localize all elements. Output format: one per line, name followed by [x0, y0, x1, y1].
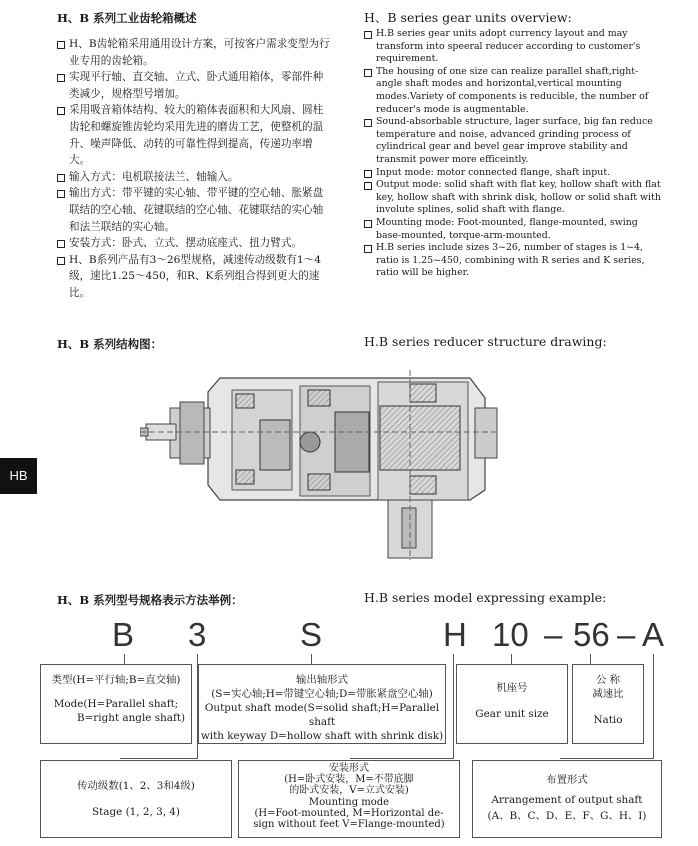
connector-line [560, 758, 654, 759]
structure-title-en: H.B series reducer structure drawing: [364, 334, 607, 349]
connector-line [653, 654, 654, 758]
connector-line [120, 758, 198, 759]
checkbox-bullet-icon [57, 174, 65, 182]
checkbox-bullet-icon [57, 190, 65, 198]
overview-title-en: H、B series gear units overview: [364, 10, 572, 25]
side-tab-hb: HB [0, 458, 37, 494]
checkbox-bullet-icon [364, 69, 372, 77]
list-item: 采用吸音箱体结构、较大的箱体表面积和大风扇、圆柱齿轮和螺旋锥齿轮均采用先进的磨齿工艺，使整机的温升、噪声降低、动转的可靠性得到提高，传递功率增大。 [57, 102, 332, 168]
checkbox-bullet-icon [364, 245, 372, 253]
code-char-a: A [642, 616, 665, 653]
connector-line [350, 758, 454, 759]
code-char-10: 10 [492, 616, 529, 653]
code-char-3: 3 [188, 616, 207, 653]
connector-line [124, 654, 125, 664]
box-stage: 传动级数(1、2、3和4级) Stage (1, 2, 3, 4) [40, 760, 232, 838]
list-item: The housing of one size can realize parallel shaft,right-angle shaft modes and horizontal,vertical mounting modes.Variety of components is reducible, the number of reducer's mode is augmentable. [364, 66, 664, 116]
list-item: H、B系列产品有3～26型规格，减速传动级数有1～4级，速比1.25～450，和R、K系列组合得到更大的速比。 [57, 252, 332, 302]
connector-line [311, 654, 312, 664]
checkbox-bullet-icon [57, 257, 65, 265]
box-type: 类型(H=平行轴;B=直交轴) Mode(H=Parallel shaft; B=right angle shaft) [40, 664, 192, 744]
checkbox-bullet-icon [364, 170, 372, 178]
list-item: Sound-absorbable structure, lager surface, big fan reduce temperature and noise, advanced grinding process of cylindrical gear and bevel gear improve stability and transmit power more efficeintly. [364, 116, 664, 166]
checkbox-bullet-icon [57, 41, 65, 49]
list-item: 输出方式：带平键的实心轴、带平键的空心轴、胀紧盘联结的空心轴、花键联结的空心轴、花键联结的实心轴和法兰联结的实心轴。 [57, 185, 332, 235]
list-item: H、B齿轮箱采用通用设计方案，可按客户需求变型为行业专用的齿轮箱。 [57, 36, 332, 69]
list-item: Output mode: solid shaft with flat key, hollow shaft with flat key, hollow shaft with shrink disk, hollow or solid shaft with involute splines, solid shaft with flange. [364, 179, 664, 217]
checkbox-bullet-icon [57, 74, 65, 82]
code-char-b: B [112, 616, 135, 653]
box-mounting-mode: 安装形式 (H=卧式安装，M=不带底脚 的卧式安装，V=立式安装) Mounting mode (H=Foot-mounted, M=Horizontal de- sign without feet V=Flange-mounted) [238, 760, 460, 838]
checkbox-bullet-icon [364, 220, 372, 228]
checkbox-bullet-icon [364, 119, 372, 127]
model-title-zh: H、B 系列型号规格表示方法举例： [57, 593, 243, 607]
list-item: Input mode: motor connected flange, shaft input. [364, 167, 664, 180]
checkbox-bullet-icon [57, 240, 65, 248]
code-char-h: H [443, 616, 467, 653]
checkbox-bullet-icon [364, 31, 372, 39]
code-char-dash-1: – [544, 616, 563, 653]
overview-list-zh [57, 36, 332, 302]
box-ratio: 公 称 减速比 Natio [572, 664, 644, 744]
box-output-shaft: 输出轴形式 (S=实心轴;H=带键空心轴;D=带胀紧盘空心轴) Output shaft mode(S=solid shaft;H=Parallel shaft with keyway D=hollow shaft with shrink disk) [198, 664, 446, 744]
code-char-s: S [300, 616, 323, 653]
connector-line [511, 654, 512, 664]
box-arrangement: 布置形式 Arrangement of output shaft (A、B、C、D、E、F、G、H、I) [472, 760, 662, 838]
checkbox-bullet-icon [364, 182, 372, 190]
box-gear-unit-size: 机座号 Gear unit size [456, 664, 568, 744]
structure-title-zh: H、B 系列结构图： [57, 337, 163, 351]
list-item: 安装方式：卧式、立式、摆动底座式、扭力臂式。 [57, 235, 332, 252]
list-item: H.B series include sizes 3~26, number of stages is 1~4, ratio is 1.25~450, combining with R series and K series, ratio will be higher. [364, 242, 664, 280]
checkbox-bullet-icon [57, 107, 65, 115]
list-item: H.B series gear units adopt currency layout and may transform into speeral reducer according to customer's requirement. [364, 28, 664, 66]
overview-title-zh: H、B 系列工业齿轮箱概述 [57, 11, 197, 25]
code-char-dash-2: – [617, 616, 636, 653]
list-item: 实现平行轴、直交轴、立式、卧式通用箱体，零部件种类减少，规格型号增加。 [57, 69, 332, 102]
connector-line [590, 654, 591, 664]
list-item: 输入方式：电机联接法兰、轴输入。 [57, 169, 332, 186]
connector-line [453, 654, 454, 758]
list-item: Mounting mode: Foot-mounted, flange-mounted, swing base-mounted, torque-arm-mounted. [364, 217, 664, 242]
gearbox-structure-drawing [140, 350, 540, 560]
code-char-56: 56 [573, 616, 610, 653]
overview-list-en [364, 28, 664, 280]
model-title-en: H.B series model expressing example: [364, 590, 607, 605]
